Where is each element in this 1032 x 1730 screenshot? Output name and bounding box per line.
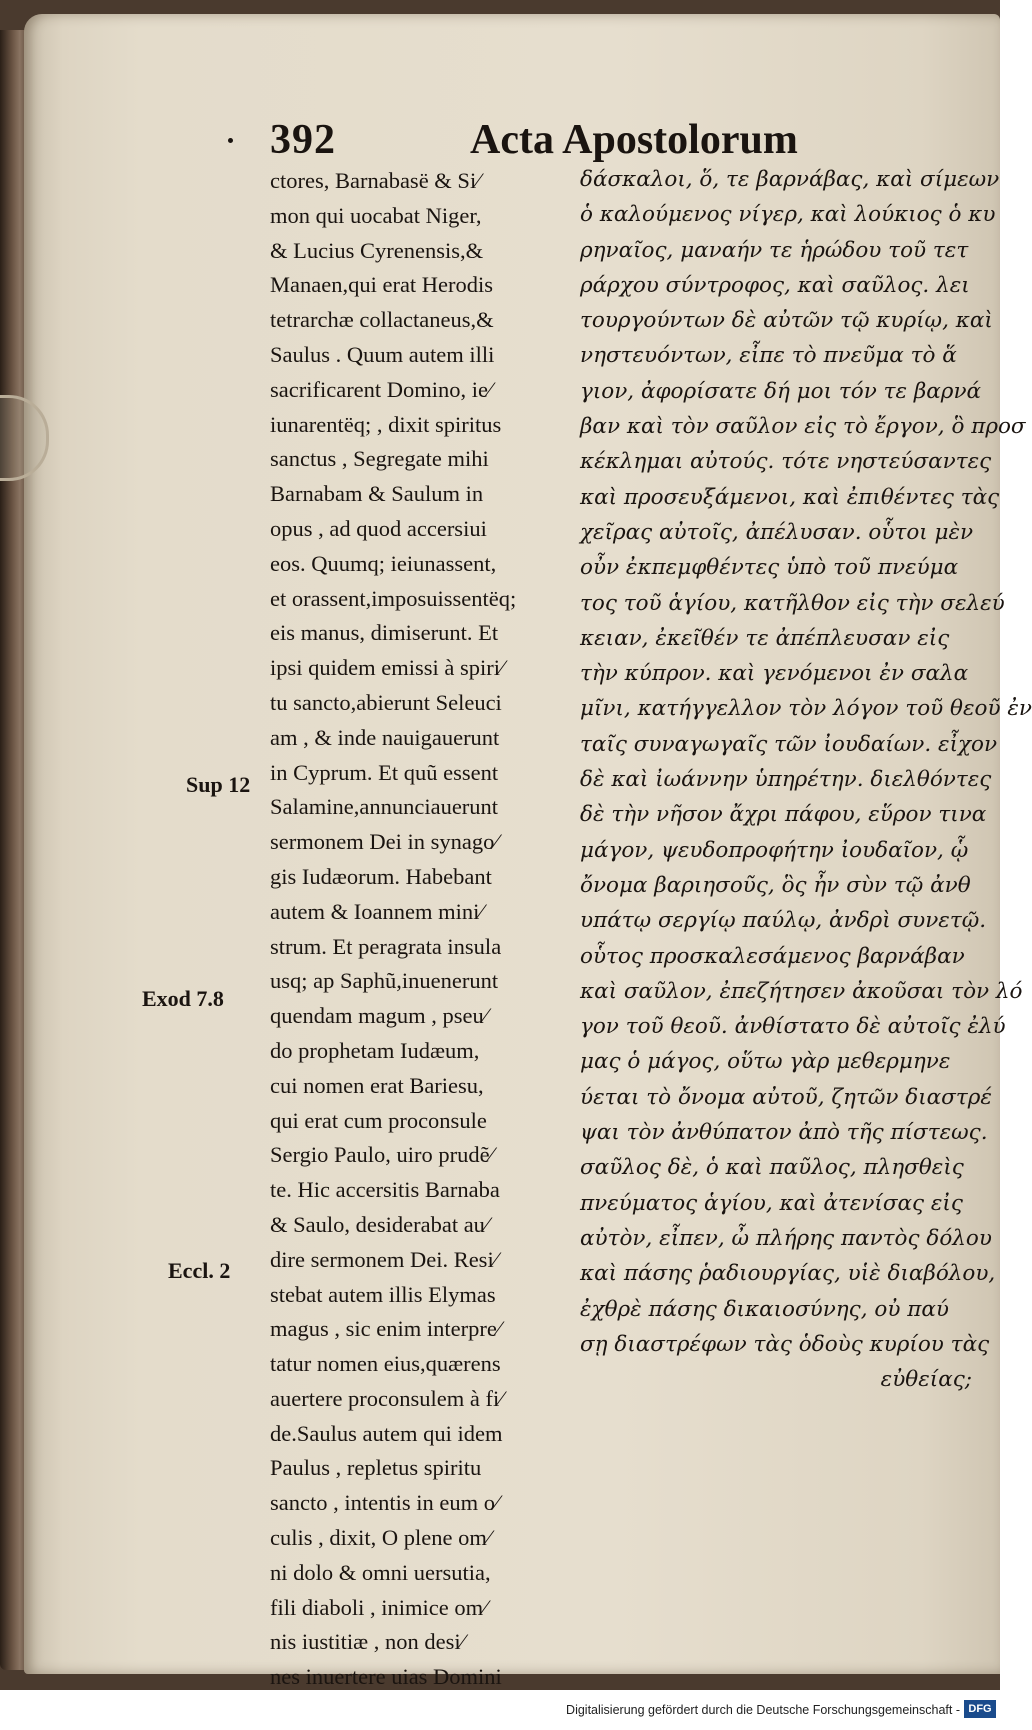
greek-line: καὶ σαῦλον, ἐπεζήτησεν ἀκοῦσαι τὸν λό bbox=[580, 978, 1023, 1004]
latin-line: cui nomen erat Bariesu, bbox=[270, 1072, 484, 1098]
latin-line: Sergio Paulo, uiro prudẽ⁄ bbox=[270, 1142, 494, 1168]
latin-text-column bbox=[270, 164, 562, 1730]
latin-line: stebat autem illis Elymas bbox=[270, 1281, 496, 1307]
latin-line: sacrificarent Domino, ie⁄ bbox=[270, 376, 492, 402]
latin-line: autem & Ioannem mini⁄ bbox=[270, 898, 484, 924]
greek-line: χεῖρας αὐτοῖς, ἀπέλυσαν. οὗτοι μὲν bbox=[580, 519, 974, 545]
latin-line: Barnabam & Saulum in bbox=[270, 481, 484, 507]
greek-line: γιον, ἀφορίσατε δή μοι τόν τε βαρνά bbox=[580, 378, 982, 404]
greek-line: οὗτος προσκαλεσάμενος βαρνάβαν bbox=[580, 943, 965, 969]
greek-line: τος τοῦ ἁγίου, κατῆλθον εἰς τὴν σελεύ bbox=[580, 590, 1005, 616]
latin-line: sancto , intentis in eum o⁄ bbox=[270, 1490, 499, 1516]
greek-line: δὲ καὶ ἰωάννην ὑπηρέτην. διελθόντες bbox=[580, 767, 992, 793]
greek-line: υπάτῳ σεργίῳ παύλῳ, ἀνδρὶ συνετῷ. bbox=[580, 908, 987, 934]
latin-line: & Saulo, desiderabat au⁄ bbox=[270, 1211, 489, 1237]
greek-line: ψαι τὸν ἀνθύπατον ἀπὸ τῆς πίστεως. bbox=[580, 1120, 988, 1146]
latin-line: Paulus , repletus spiritu bbox=[270, 1455, 482, 1481]
greek-line: μῖνι, κατήγγελλον τὸν λόγον τοῦ θεοῦ ἐν bbox=[580, 696, 1032, 722]
greek-line: πνεύματος ἁγίου, καὶ ἀτενίσας εἰς bbox=[580, 1190, 963, 1216]
greek-line: καὶ προσευξάμενοι, καὶ ἐπιθέντες τὰς bbox=[580, 484, 1000, 510]
margin-note-sup: Sup 12 bbox=[186, 772, 251, 797]
latin-line: culis , dixit, O plene om⁄ bbox=[270, 1525, 491, 1551]
latin-line: te. Hic accersitis Barnaba bbox=[270, 1177, 500, 1203]
latin-line: et orassent,imposuissentëq; bbox=[270, 585, 517, 611]
latin-line: auertere proconsulem à fi⁄ bbox=[270, 1385, 504, 1411]
latin-line: de.Saulus autem qui idem bbox=[270, 1420, 503, 1446]
footer-credit: Digitalisierung gefördert durch die Deutsche Forschungsgemeinschaft - bbox=[566, 1703, 960, 1717]
latin-line: tu sancto,abierunt Seleuci bbox=[270, 689, 502, 715]
greek-line: ύεται τὸ ὄνομα αὐτοῦ, ζητῶν διαστρέ bbox=[580, 1084, 992, 1110]
greek-line: οὖν ἐκπεμφθέντες ὑπὸ τοῦ πνεύμα bbox=[580, 555, 959, 581]
greek-line: σῃ διαστρέφων τὰς ὁδοὺς κυρίου τὰς bbox=[580, 1331, 990, 1357]
latin-line: tatur nomen eius,quærens bbox=[270, 1351, 501, 1377]
latin-line: eos. Quumq; ieiunassent, bbox=[270, 550, 497, 576]
greek-line: κειαν, ἐκεῖθέν τε ἀπέπλευσαν εἰς bbox=[580, 625, 950, 651]
greek-line: ἐχθρὲ πάσης δικαιοσύνης, οὐ παύ bbox=[580, 1296, 949, 1322]
greek-line: ράρχου σύντροφος, καὶ σαῦλος. λει bbox=[580, 272, 970, 298]
latin-line: nes inuertere uias Domini bbox=[270, 1664, 502, 1690]
latin-line: ctores, Barnabasë & Si⁄ bbox=[270, 168, 480, 193]
latin-line: mon qui uocabat Niger, bbox=[270, 202, 482, 228]
greek-line: ρηναῖος, μαναήν τε ἡρώδου τοῦ τετ bbox=[580, 237, 969, 263]
greek-line: βαν καὶ τὸν σαῦλον εἰς τὸ ἔργον, ὃ προσ bbox=[580, 414, 1026, 440]
latin-line: usq; ap Saphũ,inuenerunt bbox=[270, 968, 499, 994]
greek-line: ὁ καλούμενος νίγερ, καὶ λούκιος ὁ κυ bbox=[580, 202, 996, 228]
latin-line: do prophetam Iudæum, bbox=[270, 1037, 480, 1063]
greek-line: τὴν κύπρον. καὶ γενόμενοι ἐν σαλα bbox=[580, 661, 969, 687]
greek-text-column bbox=[580, 162, 1032, 1397]
greek-line: εὐθείας; bbox=[880, 1367, 972, 1393]
latin-line: in Cyprum. Et quũ essent bbox=[270, 759, 499, 785]
greek-line: κέκλημαι αὐτούς. τότε νηστεύσαντες bbox=[580, 449, 992, 475]
latin-line: dire sermonem Dei. Resi⁄ bbox=[270, 1246, 498, 1272]
latin-line: nis iustitiæ , non desi⁄ bbox=[270, 1629, 465, 1655]
greek-line: σαῦλος δὲ, ὁ καὶ παῦλος, πλησθεὶς bbox=[580, 1155, 964, 1181]
latin-line: eis manus, dimiserunt. Et bbox=[270, 620, 499, 646]
greek-line: τουργούντων δὲ αὐτῶν τῷ κυρίῳ, καὶ bbox=[580, 308, 993, 334]
latin-line: ni dolo & omni uersutia, bbox=[270, 1559, 491, 1585]
latin-line: Saulus . Quum autem illi bbox=[270, 341, 495, 367]
latin-line: quendam magum , pseu⁄ bbox=[270, 1003, 488, 1029]
latin-line: sermonem Dei in synago⁄ bbox=[270, 829, 499, 855]
latin-line: sanctus , Segregate mihi bbox=[270, 446, 489, 472]
greek-line: δάσκαλοι, ὅ, τε βαρνάβας, καὶ σίμεων bbox=[580, 167, 1000, 192]
latin-line: ipsi quidem emissi à spiri⁄ bbox=[270, 655, 504, 681]
latin-line: Salamine,annunciauerunt bbox=[270, 794, 499, 820]
latin-line: fili diaboli , inimice om⁄ bbox=[270, 1594, 487, 1620]
margin-note-exod: Exod 7.8 bbox=[142, 986, 224, 1011]
greek-line: μάγον, ψευδοπροφήτην ἰουδαῖον, ᾧ bbox=[580, 837, 969, 863]
page-number: 392 bbox=[270, 117, 336, 163]
dfg-logo: DFG bbox=[964, 1700, 996, 1718]
latin-line: Manaen,qui erat Herodis bbox=[270, 272, 494, 298]
latin-line: opus , ad quod accersiui bbox=[270, 515, 487, 541]
latin-line: iunarentëq; , dixit spiritus bbox=[270, 411, 502, 437]
latin-line: strum. Et peragrata insula bbox=[270, 933, 502, 959]
latin-line: magus , sic enim interpre⁄ bbox=[270, 1316, 501, 1342]
latin-line: tetrarchæ collactaneus,& bbox=[270, 307, 494, 333]
latin-line: qui erat cum proconsule bbox=[270, 1107, 487, 1133]
greek-line: δὲ τὴν νῆσον ἄχρι πάφου, εὕρον τινα bbox=[580, 802, 987, 828]
latin-line: & Lucius Cyrenensis,& bbox=[270, 237, 484, 263]
greek-line: αὐτὸν, εἶπεν, ὦ πλήρης παντὸς δόλου bbox=[580, 1225, 992, 1251]
latin-line: gis Iudæorum. Habebant bbox=[270, 863, 492, 889]
greek-line: ταῖς συναγωγαῖς τῶν ἰουδαίων. εἶχον bbox=[580, 731, 998, 757]
greek-line: καὶ πάσης ῥαδιουργίας, υἱὲ διαβόλου, bbox=[580, 1261, 996, 1287]
margin-note-eccl: Eccl. 2 bbox=[168, 1258, 231, 1283]
greek-line: ὄνομα βαριησοῦς, ὃς ἦν σὺν τῷ ἀνθ bbox=[580, 872, 971, 898]
header-dot bbox=[228, 138, 233, 143]
latin-line: am , & inde nauigauerunt bbox=[270, 724, 500, 750]
greek-line: νηστευόντων, εἶπε τὸ πνεῦμα τὸ ἅ bbox=[580, 343, 957, 369]
greek-line: μας ὁ μάγος, οὕτω γὰρ μεθερμηνε bbox=[580, 1049, 951, 1075]
running-head: Acta Apostolorum bbox=[470, 117, 798, 163]
greek-line: γον τοῦ θεοῦ. ἀνθίστατο δὲ αὐτοῖς ἐλύ bbox=[580, 1014, 1006, 1040]
